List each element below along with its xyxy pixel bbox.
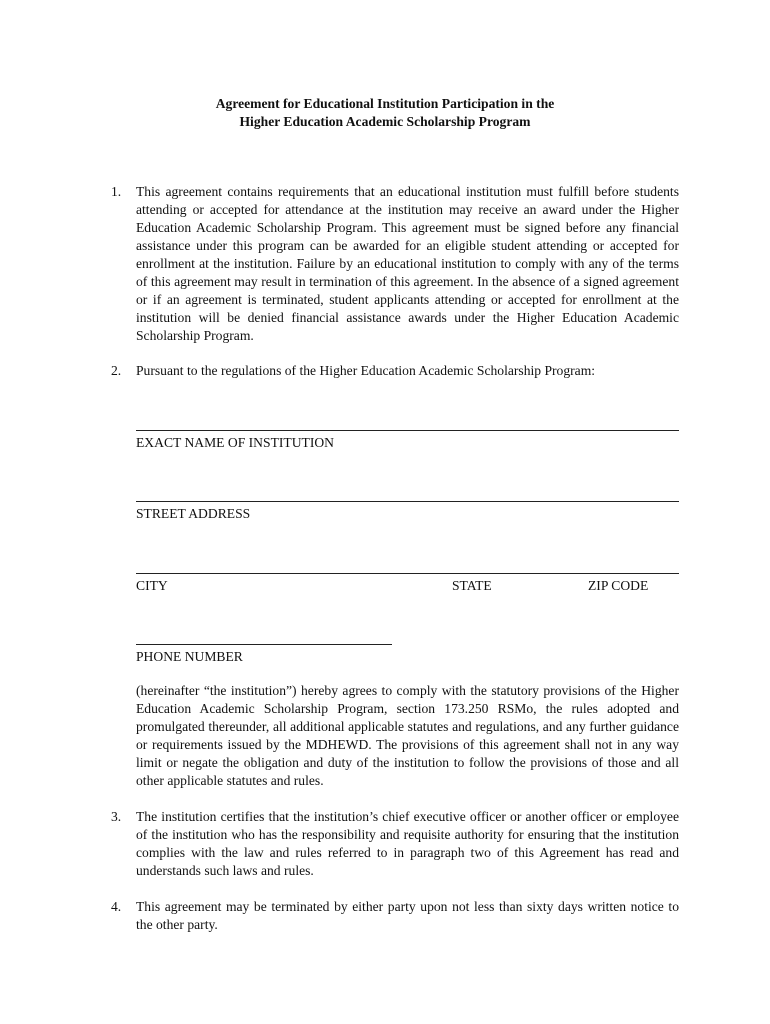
item-2-text: Pursuant to the regulations of the Higher Education Academic Scholarship Program: — [136, 363, 596, 378]
state-label: STATE — [452, 578, 492, 593]
item-3-text: The institution certifies that the institution’s chief executive officer or another officer or employee of the institution who has the responsibility and requisite authority for ensuring that the institution complies with the law and rules referred to in paragraph two of this Agreement has read and understands such laws and rules. — [136, 809, 679, 878]
phone-number-label: PHONE NUMBER — [136, 649, 243, 664]
item-1-text: This agreement contains requirements that an educational institution must fulfill before students attending or accepted for attendance at the institution may receive an award under the Higher Education Academic Scholarship Program. This agreement must be signed before any financial assistance under this program can be awarded for an eligible student attending or accepted for enrollment at the institution. Failure by an educational institution to comply with any of the terms of this agreement may result in termination of this agreement. In the absence of a signed agreement or if an agreement is terminated, student applicants attending or accepted for enrollment at the institution will be denied financial assistance awards under the Higher Education Academic Scholarship Program. — [136, 184, 679, 343]
document-title — [0, 95, 770, 131]
city-state-zip-line[interactable] — [136, 573, 679, 574]
phone-number-line[interactable] — [136, 644, 392, 645]
zip-code-label: ZIP CODE — [588, 578, 649, 593]
institution-name-line[interactable] — [136, 430, 679, 431]
item-4-number: 4. — [111, 899, 122, 914]
title-line-2: Higher Education Academic Scholarship Program — [239, 114, 531, 129]
street-address-line[interactable] — [136, 501, 679, 502]
street-address-label: STREET ADDRESS — [136, 506, 251, 521]
item-1-number: 1. — [111, 184, 122, 199]
item-3-number: 3. — [111, 809, 122, 824]
city-label: CITY — [136, 578, 168, 593]
title-line-1: Agreement for Educational Institution Participation in the — [215, 96, 555, 111]
item-4-text: This agreement may be terminated by either party upon not less than sixty days written notice to the other party. — [136, 899, 679, 932]
item-2-number: 2. — [111, 363, 122, 378]
institution-name-label: EXACT NAME OF INSTITUTION — [136, 435, 334, 450]
agreement-text: (hereinafter “the institution”) hereby agrees to comply with the statutory provisions of the Higher Education Academic Scholarship Program, section 173.250 RSMo, the rules adopted and promulgated thereunder, all additional applicable statutes and regulations, and any further guidance or requirements issued by the MDHEWD. The provisions of this agreement shall not in any way limit or negate the obligation and duty of the institution to follow the provisions of those and all other applicable statutes and rules. — [136, 683, 679, 788]
